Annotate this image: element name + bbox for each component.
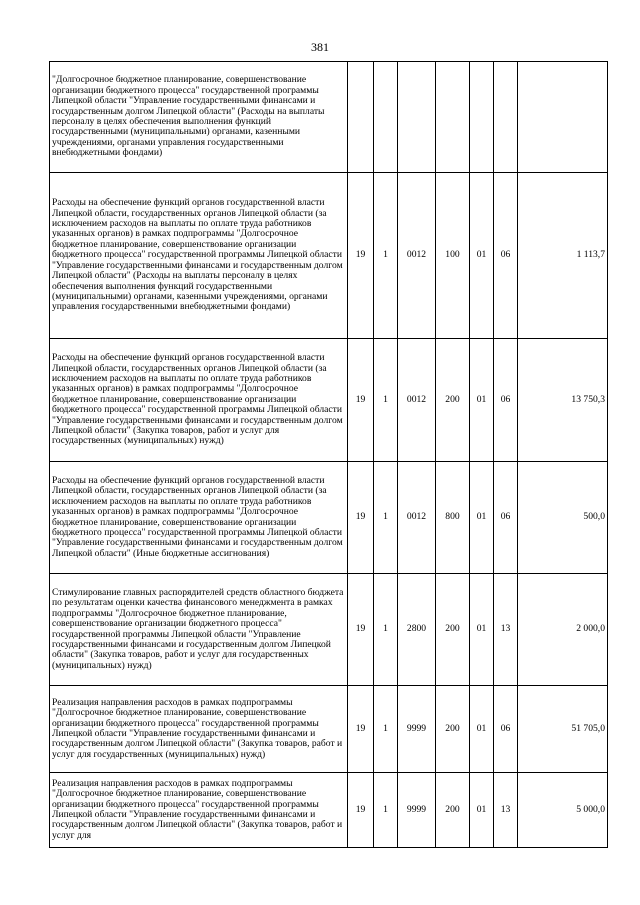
table-row (50, 462, 608, 574)
row-description: Реализация направления расходов в рамках подпрограммы "Долгосрочное бюджетное планирование, совершенствование организации бюджетного процесса" государственной программы Липецкой области "Управление государственными финансами и государственным долгом Липецкой области" (Закупка товаров, работ и услуг для государственных (муниципальных) нужд) (50, 686, 348, 773)
code-cell: 13 (494, 574, 518, 686)
code-cell (494, 62, 518, 173)
code-cell: 06 (494, 686, 518, 773)
row-description: Стимулирование главных распорядителей средств областного бюджета по результатам оценки качества финансового менеджмента в рамках подпрограммы "Долгосрочное бюджетное планирование, совершенствование организации бюджетного процесса" государственной программы Липецкой области "Управление государственными финансами и государственным долгом Липецкой области" (Закупка товаров, работ и услуг для государственных (муниципальных) нужд) (50, 574, 348, 686)
table-row (50, 686, 608, 773)
code-cell: 1 (374, 686, 398, 773)
code-cell: 200 (436, 686, 470, 773)
code-cell: 01 (470, 574, 494, 686)
code-cell: 19 (348, 574, 374, 686)
code-cell: 1 (374, 574, 398, 686)
code-cell: 200 (436, 339, 470, 462)
code-cell: 01 (470, 686, 494, 773)
code-cell: 06 (494, 339, 518, 462)
code-cell: 01 (470, 462, 494, 574)
code-cell: 0012 (398, 173, 436, 339)
amount-cell: 13 750,3 (518, 339, 608, 462)
amount-cell: 500,0 (518, 462, 608, 574)
code-cell: 19 (348, 462, 374, 574)
row-description: Расходы на обеспечение функций органов государственной власти Липецкой области, государственных органов Липецкой области (за исключением расходов на выплаты по оплате труда работников указанных органов) в рамках подпрограммы "Долгосрочное бюджетное планирование, совершенствование организации бюджетного процесса" государственной программы Липецкой области "Управление государственными финансами и государственным долгом Липецкой области" (Закупка товаров, работ и услуг для государственных (муниципальных) нужд) (50, 339, 348, 462)
code-cell: 100 (436, 173, 470, 339)
row-description: Реализация направления расходов в рамках подпрограммы "Долгосрочное бюджетное планирование, совершенствование организации бюджетного процесса" государственной программы Липецкой области "Управление государственными финансами и государственным долгом Липецкой области" (Закупка товаров, работ и услуг для (50, 773, 348, 848)
amount-cell: 5 000,0 (518, 773, 608, 848)
row-description: Расходы на обеспечение функций органов государственной власти Липецкой области, государственных органов Липецкой области (за исключением расходов на выплаты по оплате труда работников указанных органов) в рамках подпрограммы "Долгосрочное бюджетное планирование, совершенствование организации бюджетного процесса" государственной программы Липецкой области "Управление государственными финансами и государственным долгом Липецкой области" (Расходы на выплаты персоналу в целях обеспечения выполнения функций государственными (муниципальными) органами, казенными учреждениями, органами управления государственными внебюджетными фондами) (50, 173, 348, 339)
row-description: "Долгосрочное бюджетное планирование, совершенствование организации бюджетного процесса" государственной программы Липецкой области "Управление государственными финансами и государственным долгом Липецкой области" (Расходы на выплаты персоналу в целях обеспечения выполнения функций государственными (муниципальными) органами, казенными учреждениями, органами управления государственными внебюджетными фондами) (50, 62, 348, 173)
code-cell: 19 (348, 773, 374, 848)
table-row (50, 339, 608, 462)
code-cell: 0012 (398, 462, 436, 574)
row-description: Расходы на обеспечение функций органов государственной власти Липецкой области, государственных органов Липецкой области (за исключением расходов на выплаты по оплате труда работников указанных органов) в рамках подпрограммы "Долгосрочное бюджетное планирование, совершенствование организации бюджетного процесса" государственной программы Липецкой области "Управление государственными финансами и государственным долгом Липецкой области" (Иные бюджетные ассигнования) (50, 462, 348, 574)
table-row (50, 62, 608, 173)
amount-cell: 1 113,7 (518, 173, 608, 339)
code-cell: 200 (436, 773, 470, 848)
code-cell (436, 62, 470, 173)
page-number: 381 (311, 40, 329, 54)
code-cell: 19 (348, 686, 374, 773)
code-cell: 1 (374, 173, 398, 339)
code-cell: 9999 (398, 773, 436, 848)
table-row (50, 574, 608, 686)
amount-cell: 51 705,0 (518, 686, 608, 773)
code-cell: 1 (374, 339, 398, 462)
code-cell: 200 (436, 574, 470, 686)
code-cell: 9999 (398, 686, 436, 773)
code-cell: 2800 (398, 574, 436, 686)
table-row (50, 173, 608, 339)
code-cell (470, 62, 494, 173)
code-cell: 06 (494, 173, 518, 339)
amount-cell: 2 000,0 (518, 574, 608, 686)
amount-cell (518, 62, 608, 173)
code-cell (348, 62, 374, 173)
code-cell: 01 (470, 173, 494, 339)
budget-table (49, 61, 608, 848)
code-cell (374, 62, 398, 173)
code-cell: 13 (494, 773, 518, 848)
code-cell: 01 (470, 773, 494, 848)
code-cell: 19 (348, 173, 374, 339)
code-cell: 0012 (398, 339, 436, 462)
table-row (50, 773, 608, 848)
code-cell: 19 (348, 339, 374, 462)
code-cell: 1 (374, 462, 398, 574)
code-cell (398, 62, 436, 173)
code-cell: 800 (436, 462, 470, 574)
code-cell: 06 (494, 462, 518, 574)
code-cell: 1 (374, 773, 398, 848)
code-cell: 01 (470, 339, 494, 462)
